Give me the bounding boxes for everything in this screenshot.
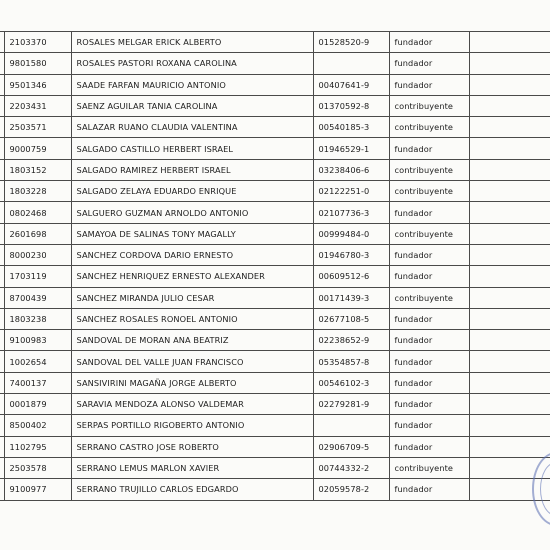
member-name-cell: SALGADO RAMIREZ HERBERT ISRAEL [71, 159, 313, 180]
member-name-cell: SANCHEZ CORDOVA DARIO ERNESTO [71, 244, 313, 265]
table-row [0, 436, 550, 457]
table-row [0, 394, 550, 415]
member-code-cell: 2601698 [4, 223, 71, 244]
member-code-cell: 8000230 [4, 244, 71, 265]
member-code-cell: 0001879 [4, 394, 71, 415]
member-id-number-cell: 02059578-2 [313, 479, 389, 500]
member-id-number-cell [313, 53, 389, 74]
empty-cell [469, 74, 550, 95]
empty-cell [469, 394, 550, 415]
member-id-number-cell: 00546102-3 [313, 372, 389, 393]
member-type-cell: fundador [389, 266, 469, 287]
member-id-number-cell: 02107736-3 [313, 202, 389, 223]
table-row [0, 308, 550, 329]
table-row [0, 159, 550, 180]
member-type-cell: contribuyente [389, 181, 469, 202]
member-type-cell: contribuyente [389, 159, 469, 180]
member-name-cell: SALGADO CASTILLO HERBERT ISRAEL [71, 138, 313, 159]
member-name-cell: SANDOVAL DE MORAN ANA BEATRIZ [71, 330, 313, 351]
member-type-cell: contribuyente [389, 457, 469, 478]
member-table-body [0, 32, 550, 501]
member-code-cell: 9801580 [4, 53, 71, 74]
member-type-cell: fundador [389, 330, 469, 351]
table-row [0, 266, 550, 287]
table-row [0, 181, 550, 202]
member-id-number-cell: 00999484-0 [313, 223, 389, 244]
member-code-cell: 7400137 [4, 372, 71, 393]
member-type-cell: fundador [389, 202, 469, 223]
member-code-cell: 1002654 [4, 351, 71, 372]
member-code-cell: 9100977 [4, 479, 71, 500]
member-id-number-cell: 02122251-0 [313, 181, 389, 202]
table-row [0, 330, 550, 351]
empty-cell [469, 223, 550, 244]
member-type-cell: fundador [389, 436, 469, 457]
member-type-cell: fundador [389, 351, 469, 372]
member-name-cell: SALGADO ZELAYA EDUARDO ENRIQUE [71, 181, 313, 202]
empty-cell [469, 436, 550, 457]
member-name-cell: SANSIVIRINI MAGAÑA JORGE ALBERTO [71, 372, 313, 393]
member-name-cell: SERPAS PORTILLO RIGOBERTO ANTONIO [71, 415, 313, 436]
member-code-cell: 0802468 [4, 202, 71, 223]
member-name-cell: SERRANO TRUJILLO CARLOS EDGARDO [71, 479, 313, 500]
empty-cell [469, 159, 550, 180]
empty-cell [469, 95, 550, 116]
member-id-number-cell: 00407641-9 [313, 74, 389, 95]
empty-cell [469, 351, 550, 372]
member-code-cell: 8500402 [4, 415, 71, 436]
empty-cell [469, 202, 550, 223]
empty-cell [469, 372, 550, 393]
page-top-margin [0, 0, 550, 31]
table-row [0, 202, 550, 223]
member-type-cell: fundador [389, 32, 469, 53]
empty-cell [469, 330, 550, 351]
member-type-cell: contribuyente [389, 117, 469, 138]
member-name-cell: ROSALES MELGAR ERICK ALBERTO [71, 32, 313, 53]
empty-cell [469, 308, 550, 329]
member-code-cell: 9501346 [4, 74, 71, 95]
table-row [0, 287, 550, 308]
empty-cell [469, 32, 550, 53]
member-name-cell: SARAVIA MENDOZA ALONSO VALDEMAR [71, 394, 313, 415]
member-id-number-cell: 01370592-8 [313, 95, 389, 116]
member-type-cell: fundador [389, 372, 469, 393]
member-type-cell: fundador [389, 244, 469, 265]
member-code-cell: 2203431 [4, 95, 71, 116]
table-row [0, 223, 550, 244]
member-type-cell: fundador [389, 308, 469, 329]
member-code-cell: 1803238 [4, 308, 71, 329]
table-row [0, 117, 550, 138]
empty-cell [469, 117, 550, 138]
member-type-cell: fundador [389, 53, 469, 74]
empty-cell [469, 244, 550, 265]
member-id-number-cell: 02238652-9 [313, 330, 389, 351]
table-row [0, 479, 550, 500]
member-id-number-cell: 02279281-9 [313, 394, 389, 415]
table-row [0, 244, 550, 265]
member-code-cell: 2503571 [4, 117, 71, 138]
member-code-cell: 2503578 [4, 457, 71, 478]
member-name-cell: SANCHEZ ROSALES RONOEL ANTONIO [71, 308, 313, 329]
member-table [0, 31, 550, 501]
member-id-number-cell: 00171439-3 [313, 287, 389, 308]
member-id-number-cell: 01946529-1 [313, 138, 389, 159]
member-id-number-cell: 02906709-5 [313, 436, 389, 457]
member-type-cell: fundador [389, 74, 469, 95]
member-code-cell: 9100983 [4, 330, 71, 351]
table-row [0, 138, 550, 159]
member-name-cell: SAADE FARFAN MAURICIO ANTONIO [71, 74, 313, 95]
member-code-cell: 1803228 [4, 181, 71, 202]
member-id-number-cell [313, 415, 389, 436]
empty-cell [469, 138, 550, 159]
member-name-cell: SALGUERO GUZMAN ARNOLDO ANTONIO [71, 202, 313, 223]
member-id-number-cell: 05354857-8 [313, 351, 389, 372]
member-id-number-cell: 00744332-2 [313, 457, 389, 478]
table-row [0, 74, 550, 95]
member-code-cell: 1102795 [4, 436, 71, 457]
member-type-cell: contribuyente [389, 223, 469, 244]
member-id-number-cell: 03238406-6 [313, 159, 389, 180]
member-name-cell: SANCHEZ HENRIQUEZ ERNESTO ALEXANDER [71, 266, 313, 287]
member-code-cell: 1803152 [4, 159, 71, 180]
member-name-cell: SANDOVAL DEL VALLE JUAN FRANCISCO [71, 351, 313, 372]
member-id-number-cell: 00609512-6 [313, 266, 389, 287]
member-id-number-cell: 00540185-3 [313, 117, 389, 138]
empty-cell [469, 287, 550, 308]
table-row [0, 372, 550, 393]
member-code-cell: 2103370 [4, 32, 71, 53]
member-id-number-cell: 02677108-5 [313, 308, 389, 329]
member-type-cell: contribuyente [389, 95, 469, 116]
member-id-number-cell: 01528520-9 [313, 32, 389, 53]
member-code-cell: 9000759 [4, 138, 71, 159]
member-type-cell: fundador [389, 138, 469, 159]
table-row [0, 351, 550, 372]
member-type-cell: fundador [389, 479, 469, 500]
table-row [0, 415, 550, 436]
member-name-cell: SERRANO CASTRO JOSE ROBERTO [71, 436, 313, 457]
empty-cell [469, 181, 550, 202]
member-list-sheet [0, 31, 550, 531]
table-row [0, 457, 550, 478]
table-row [0, 95, 550, 116]
table-row [0, 53, 550, 74]
member-name-cell: SAMAYOA DE SALINAS TONY MAGALLY [71, 223, 313, 244]
member-type-cell: contribuyente [389, 287, 469, 308]
empty-cell [469, 53, 550, 74]
member-type-cell: fundador [389, 394, 469, 415]
member-name-cell: SERRANO LEMUS MARLON XAVIER [71, 457, 313, 478]
member-code-cell: 8700439 [4, 287, 71, 308]
member-type-cell: fundador [389, 415, 469, 436]
member-name-cell: SALAZAR RUANO CLAUDIA VALENTINA [71, 117, 313, 138]
member-name-cell: ROSALES PASTORI ROXANA CAROLINA [71, 53, 313, 74]
empty-cell [469, 415, 550, 436]
empty-cell [469, 266, 550, 287]
table-row [0, 32, 550, 53]
member-code-cell: 1703119 [4, 266, 71, 287]
member-id-number-cell: 01946780-3 [313, 244, 389, 265]
member-name-cell: SAENZ AGUILAR TANIA CAROLINA [71, 95, 313, 116]
member-name-cell: SANCHEZ MIRANDA JULIO CESAR [71, 287, 313, 308]
